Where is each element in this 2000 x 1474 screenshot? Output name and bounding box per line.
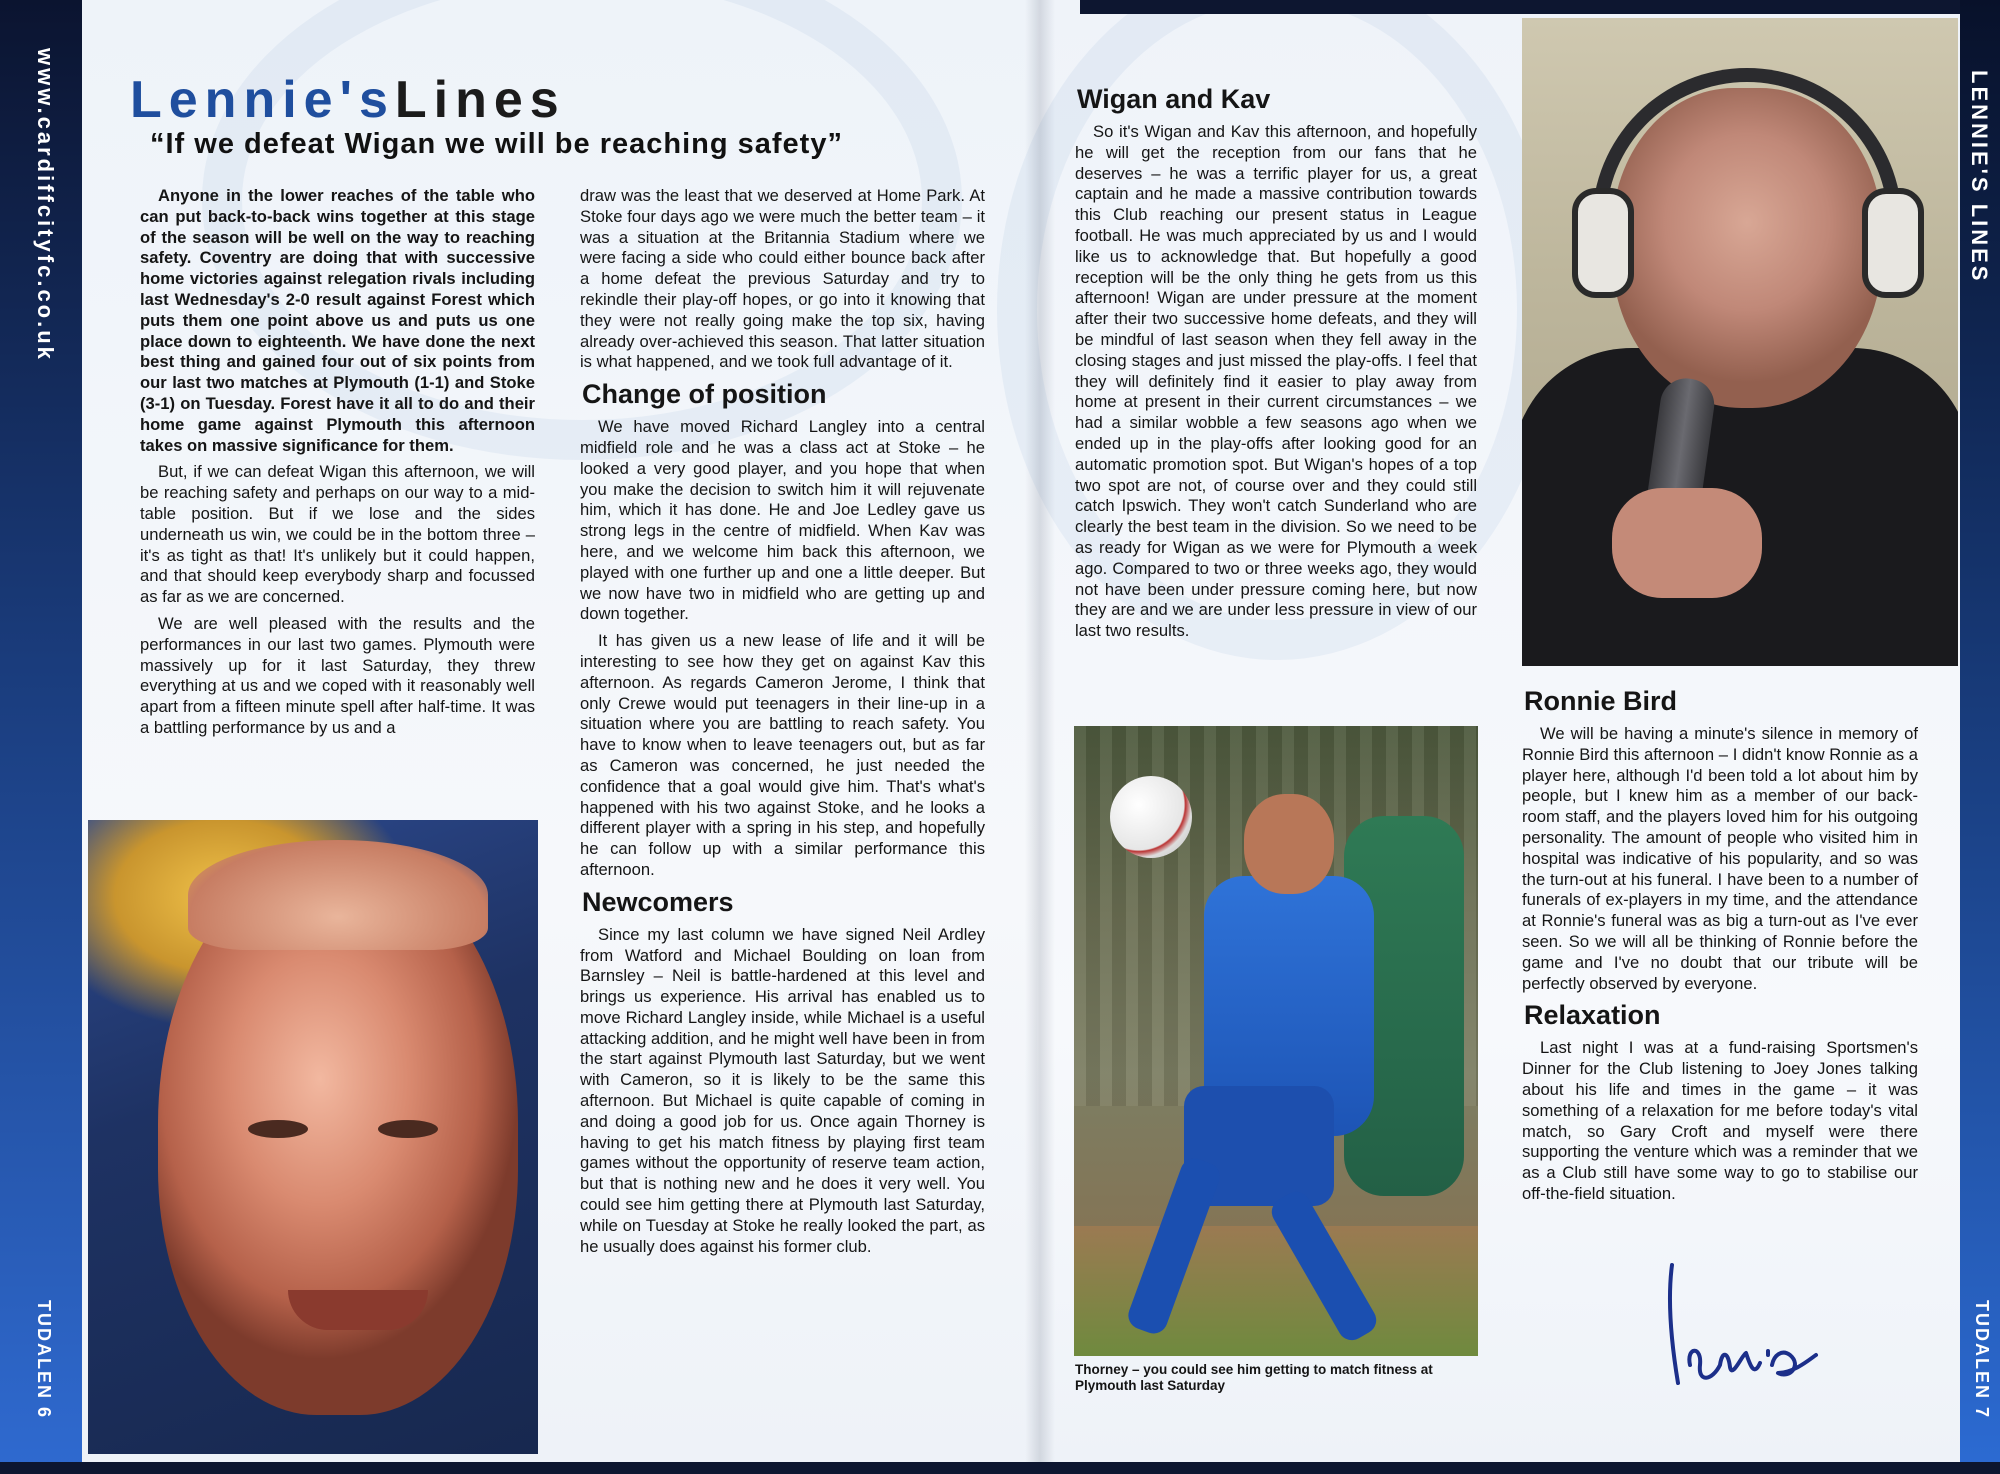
heading-newcomers: Newcomers [582,886,734,917]
mouth-shape [288,1290,428,1330]
page-number-right: TUDALEN 7 [1972,1300,1992,1420]
paragraph: Since my last column we have signed Neil Ardley from Watford and Michael Boulding on loan from Barnsley – Neil is battle-hardened at this level and brings us experience. His arrival has enabled us to move Richard Langley inside, while Michael is a useful attacking addition, and he might well have been in from the start against Plymouth last Saturday, but we went with Cameron, so it is likely to be the same this afternoon. But Michael is quite capable of coming in and doing a good job for us. Once again Thorney is having to get his match fitness by playing first team games without the opportunity of reserve team action, but that is nothing new and he does it very well. You could see him getting there at Plymouth last Saturday, while on Tuesday at Stoke he really looked the part, as he usually does against his former club. [580,924,985,1256]
column-2 [580,186,985,1263]
website-url: www.cardiffcityfc.co.uk [33,48,58,362]
paragraph: We will be having a minute's silence in memory of Ronnie Bird this afternoon – I didn't know Ronnie as a player here, although I'd been told a lot about him by people, but I knew him as a member of our back-room staff, and the players loved him for his outgoing personality. The amount of people who visited him in hospital was indicative of his popularity, and so was the turn-out at his funeral. I have been to a number of funerals of ex-players in my time, and the attendance at Ronnie's funeral was as big a turn-out as I've ever seen. So we will all be thinking of Ronnie before the game and I've no doubt that our tribute will be perfectly observed by everyone. [1522,724,1918,993]
player-head [1244,794,1334,894]
column-3 [1075,78,1477,648]
column-1 [140,186,535,745]
hair-shape [188,840,488,950]
subtitle-quote: “If we defeat Wigan we will be reaching safety” [150,128,843,160]
paragraph: We are well pleased with the results and the performances in our last two games. Plymouth were massively up for it last Saturday, they threw everything at us and we coped with it reasonably well apart from a fifteen minute spell after half-time. It was a battling performance by us and a [140,613,535,737]
hand-shape [1612,488,1762,598]
page-number-left: TUDALEN 6 [34,1300,54,1420]
headphones-band [1592,68,1902,268]
handwritten-signature [1650,1255,1850,1395]
match-action-photo [1074,726,1478,1356]
headphones-icon [1862,188,1924,298]
paragraph: It has given us a new lease of life and it will be interesting to see how they get on against Kav this afternoon. As regards Cameron Jerome, I think that only Crewe would put teenagers in their line-up in a situation where you are battling to reach safety. You have to know when to leave teenagers out, but as far as Cameron was concerned, he just needed the confidence that a goal would give him. That's what's happened with his two against Stoke, and he looks a different player with a spring in his step, and hopefully he can follow up with a similar performance this afternoon. [580,631,985,879]
paragraph: So it's Wigan and Kav this afternoon, and hopefully he will get the reception from our fans that he deserves – he was a terrific player for us, a great captain and he made a massive contribution towards this Club reaching our present status in League football. He was much appreciated by us and I would like us to acknowledge that. But hopefully a good reception will be the only thing he gets from us this afternoon! Wigan are under pressure at the moment after their two successive home defeats, and they will be mindful of last season when they fell away in the closing stages and just missed the play-offs. I feel that they will definitely find it easier to play away from home at present in their current circumstances – we had a similar wobble a few seasons ago when we ended up in the play-offs after looking good for an automatic promotion spot. But Wigan's hopes of a top two spot are not, of course over and they could still catch Ipswich. They won't catch Sunderland who are clearly the best team in the division. So we need to be as ready for Wigan as we were for Plymouth a week ago. Compared to two or three weeks ago, they would not have been under pressure coming here, but now they are and we are under less pressure in view of our last two results. [1075,122,1477,641]
page-title [130,70,566,130]
heading-wigan-and-kav: Wigan and Kav [1077,84,1271,114]
paragraph: We have moved Richard Langley into a central midfield role and he was a class act at Stoke – he looked a very good player, and you hope that when you make the decision to switch him it will rejuvenate him, which it has done. He and Joe Ledley gave us strong legs in the centre of midfield. When Kav was here, and we welcome him back this afternoon, we played with one further up and one a little deeper. But we now have two in midfield who are getting up and down together. [580,417,985,624]
intro-paragraph: Anyone in the lower reaches of the table who can put back-to-back wins together at this stage of the season will be well on the way to reaching safety. Coventry are doing that with successive home victories against relegation rivals including last Wednesday's 2-0 result against Forest which puts them one point above us and puts us one place down to eighteenth. We have done the next best thing and gained four out of six points from our last two matches at Plymouth (1-1) and Stoke (3-1) on Tuesday. Forest have it all to do and their home game against Plymouth this afternoon takes on massive significance for them. [140,186,535,455]
commentator-photo [1522,18,1958,666]
photo-caption: Thorney – you could see him getting to match fitness at Plymouth last Saturday [1075,1362,1433,1393]
spine-gutter [1025,0,1055,1474]
heading-change-of-position: Change of position [582,379,827,410]
manager-portrait-photo [88,820,538,1454]
football-icon [1110,776,1192,858]
title-part-1: Lennie's [130,71,395,129]
eye-shape [248,1120,308,1138]
pitch-ground [1074,1226,1478,1356]
paragraph: draw was the least that we deserved at Home Park. At Stoke four days ago we were much the better team – it was a situation at the Britannia Stadium where we were facing a side who could either bounce back after a home defeat the previous Saturday and try to rekindle their play-off hopes, or go into it knowing that they were not really going make the top six, having already over-achieved this season. That latter situation is what happened, and we took full advantage of it. [580,186,985,372]
heading-relaxation: Relaxation [1524,1000,1661,1031]
section-label-right: LENNIE'S LINES [1967,70,1992,284]
paragraph: Last night I was at a fund-raising Sportsmen's Dinner for the Club listening to Joey Jones talking about his life and times in the game – it was something of a relaxation for me before today's vital match, so Gary Croft and myself were there supporting the venture which was a reminder that we as a Club still have some way to go to stabilise our off-the-field situation. [1522,1038,1918,1203]
eye-shape [378,1120,438,1138]
headphones-icon [1572,188,1634,298]
title-part-2: Lines [394,71,566,129]
paragraph: But, if we can defeat Wigan this afternoon, we will be reaching safety and perhaps on our way to a mid-table position. But if we lose and the sides underneath us win, we could be in the bottom three – it's as tight as that! It's unlikely but it could happen, and that should keep everybody sharp and focussed as far as we are concerned. [140,462,535,607]
heading-ronnie-bird: Ronnie Bird [1524,686,1677,716]
top-band [1080,0,1960,14]
bottom-band [0,1462,2000,1474]
column-4 [1522,680,1918,1211]
